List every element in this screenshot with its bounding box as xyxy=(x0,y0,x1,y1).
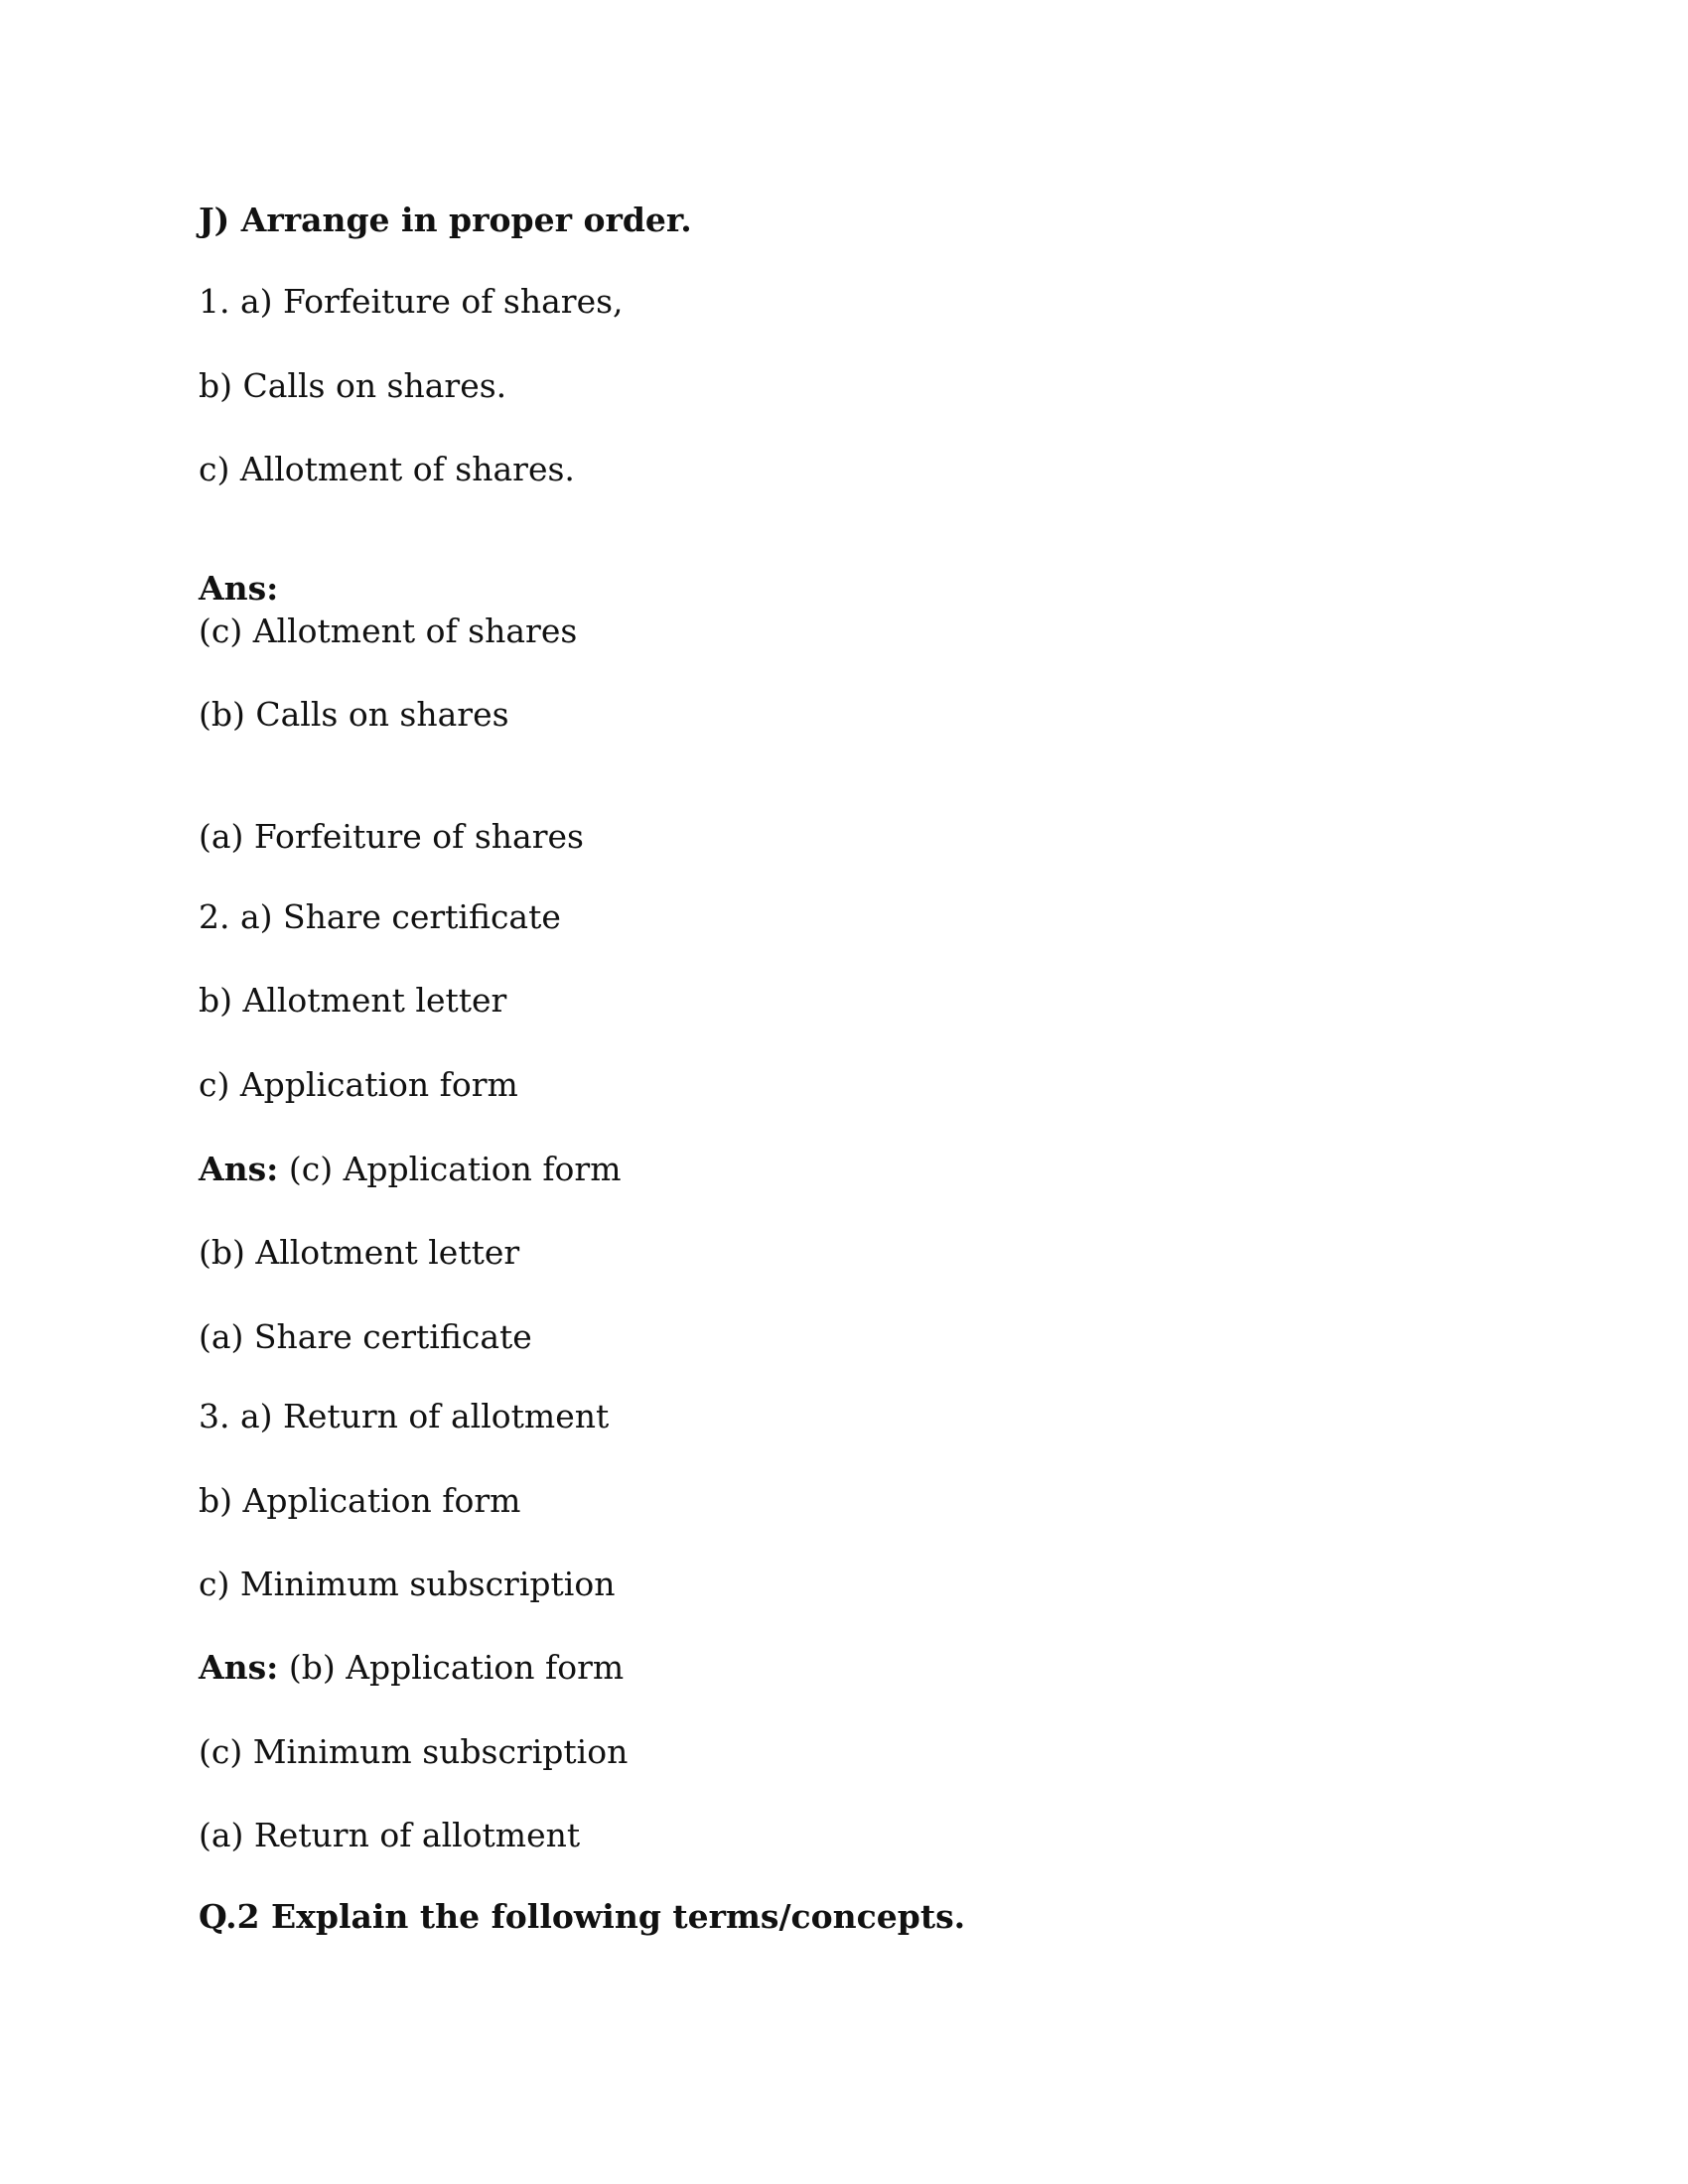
ans3-line-3: (a) Return of allotment xyxy=(199,1816,581,1854)
ans3-label: Ans: xyxy=(199,1648,279,1687)
ans2-label: Ans: xyxy=(199,1150,279,1188)
ans2-line-1 xyxy=(199,1150,622,1189)
q3-option-a: 3. a) Return of allotment xyxy=(199,1397,610,1435)
ans3-line-2: (c) Minimum subscription xyxy=(199,1732,629,1771)
q3-option-b: b) Application form xyxy=(199,1481,521,1520)
ans1-line-1: (c) Allotment of shares xyxy=(199,612,578,650)
ans3-line-1 xyxy=(199,1648,624,1688)
q3-option-c: c) Minimum subscription xyxy=(199,1565,616,1603)
ans2-line-2: (b) Allotment letter xyxy=(199,1233,520,1272)
q2-option-a: 2. a) Share certificate xyxy=(199,897,561,936)
q1-option-b: b) Calls on shares. xyxy=(199,366,507,405)
ans1-line-2: (b) Calls on shares xyxy=(199,695,509,734)
ans1-line-3: (a) Forfeiture of shares xyxy=(199,817,584,856)
q2-option-b: b) Allotment letter xyxy=(199,981,507,1020)
q1-option-a: 1. a) Forfeiture of shares, xyxy=(199,282,624,321)
ans2-answer-1: (c) Application form xyxy=(278,1150,622,1188)
q2-option-c: c) Application form xyxy=(199,1065,518,1104)
ans1-label: Ans: xyxy=(199,569,279,608)
q1-option-c: c) Allotment of shares. xyxy=(199,450,575,488)
ans3-answer-1: (b) Application form xyxy=(278,1648,625,1687)
section-heading: J) Arrange in proper order. xyxy=(199,201,692,239)
ans2-line-3: (a) Share certificate xyxy=(199,1317,532,1356)
question-2-heading: Q.2 Explain the following terms/concepts. xyxy=(199,1897,966,1936)
